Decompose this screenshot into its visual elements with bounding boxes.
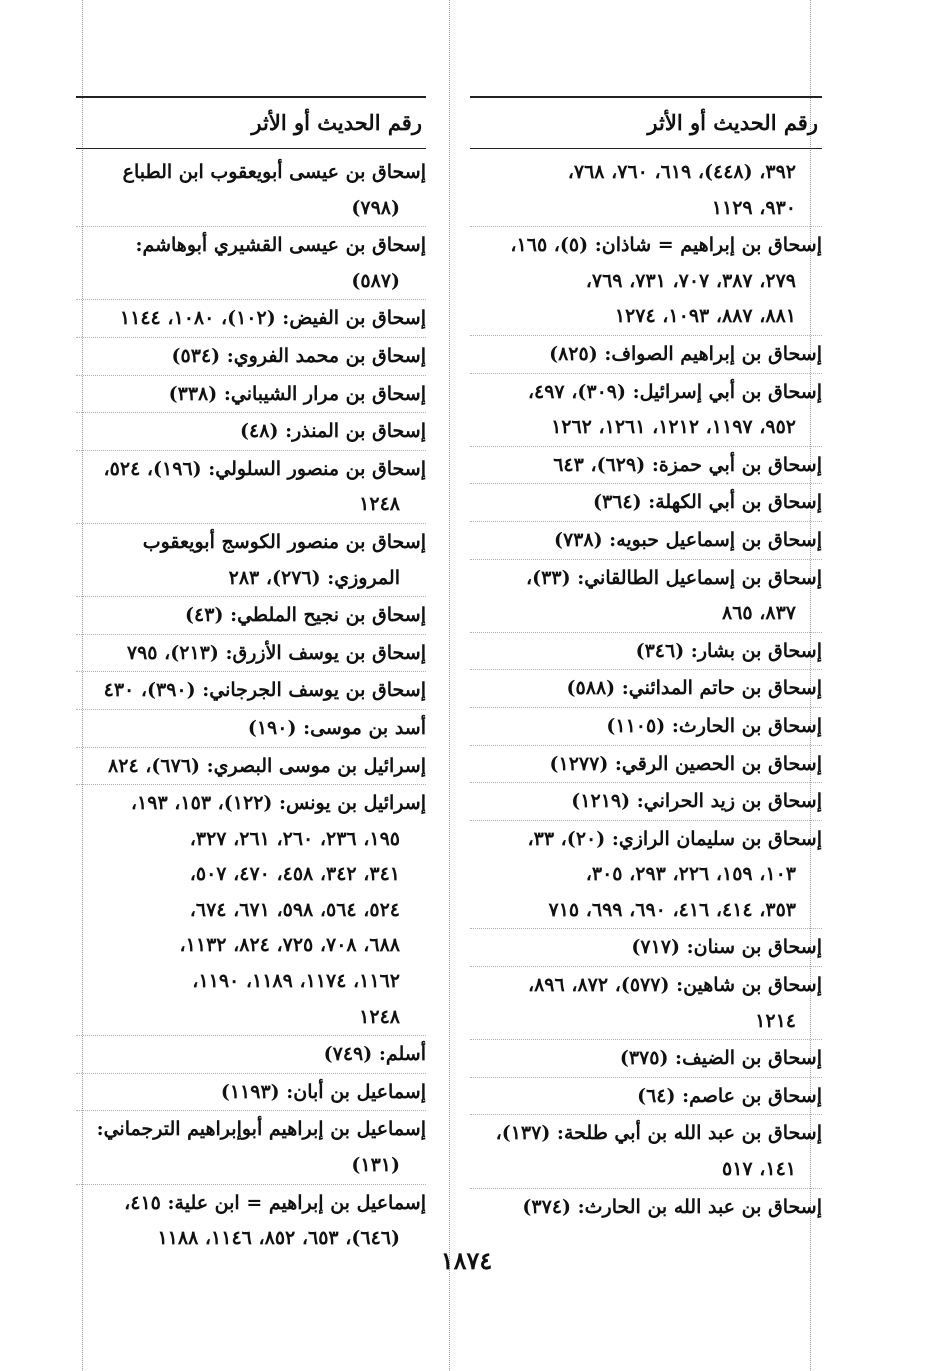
entry-line: إسحاق بن منصور الكوسج أبويعقوب [142, 530, 426, 553]
index-entry [76, 749, 426, 785]
index-entry [76, 155, 426, 226]
entry-line: ٣٥٣، ٤١٤، ٤١٦، ٦٩٠، ٦٩٩، ٧١٥ [548, 898, 796, 921]
entry-line: إسحاق بن عبد الله بن الحارث: (٣٧٤) [522, 1195, 822, 1218]
entry-line: ٦٨٨، ٧٠٨، ٧٢٥، ٨٢٤، ١١٣٢، [179, 934, 400, 957]
index-entry [470, 1079, 822, 1115]
entry-line: إسحاق بن زيد الحراني: (١٢١٩) [571, 790, 822, 813]
entry-line: إسحاق بن أبي حمزة: (٦٢٩)، ٦٤٣ [553, 453, 822, 476]
right-column [470, 96, 822, 1225]
entry-line: ٥٢٤، ٥٦٤، ٥٩٨، ٦٧١، ٦٧٤، [189, 898, 400, 921]
entry-line: ٨٣٧، ٨٦٥ [722, 602, 796, 625]
entry-line: ١٢٤٨ [359, 493, 400, 516]
entry-line: إسماعيل بن أبان: (١١٩٣) [220, 1080, 426, 1103]
entry-line: إسحاق بن عبد الله بن أبي طلحة: (١٣٧)، [495, 1122, 822, 1145]
entry-line: إسحاق بن أبي إسرائيل: (٣٠٩)، ٤٩٧، [527, 380, 822, 403]
entry-line: إسحاق بن مرار الشيباني: (٣٣٨) [168, 382, 426, 405]
entry-line: ١٢٤٨ [359, 1005, 400, 1028]
index-entry [76, 301, 426, 337]
index-entry [470, 1116, 822, 1187]
entry-line: إسحاق بن عيسى أبويعقوب ابن الطباع [122, 161, 426, 183]
entry-line: أسد بن موسى: (١٩٠) [247, 716, 426, 739]
entry-line: ١٩٥، ٢٣٦، ٢٦٠، ٢٦١، ٣٢٧، [189, 827, 400, 850]
left-column-header: رقم الحديث أو الأثر [76, 96, 426, 149]
index-entry [76, 1075, 426, 1111]
entry-line: ١٢١٤ [755, 1009, 796, 1032]
right-column-entries [470, 155, 822, 1225]
index-entry [76, 377, 426, 413]
entry-line: إسرائيل بن موسى البصري: (٦٧٦)، ٨٢٤ [108, 754, 426, 777]
index-entry [76, 673, 426, 709]
entry-line: ١١٦٢، ١١٧٤، ١١٨٩، ١١٩٠، [192, 970, 400, 993]
entry-line: (٧٩٨) [351, 196, 400, 219]
entry-line: إسحاق بن يوسف الأزرق: (٢١٣)، ٧٩٥ [126, 641, 426, 664]
entry-line: إسحاق بن إسماعيل الطالقاني: (٣٣)، [526, 566, 822, 589]
index-entry [470, 1041, 822, 1077]
entry-line: إسماعيل بن إبراهيم = ابن علية: ٤١٥، [124, 1191, 426, 1214]
index-entry [470, 709, 822, 745]
entry-line: إسحاق بن محمد الفروي: (٥٣٤) [171, 344, 426, 367]
entry-line: إسحاق بن عاصم: (٦٤) [637, 1084, 822, 1107]
index-entry [470, 523, 822, 559]
index-entry [470, 561, 822, 632]
entry-line: إسرائيل بن يونس: (١٢٢)، ١٥٣، ١٩٣، [130, 792, 426, 815]
index-entry [76, 228, 426, 299]
index-entry [470, 337, 822, 373]
index-entry [76, 1112, 426, 1183]
entry-line: ٣٩٢، (٤٤٨)، ٦١٩، ٧٦٠، ٧٦٨، [567, 161, 796, 183]
entry-line: إسحاق بن شاهين: (٥٧٧)، ٨٧٢، ٨٩٦، [527, 974, 822, 997]
left-column-entries [76, 155, 426, 1257]
right-column-header: رقم الحديث أو الأثر [470, 96, 822, 149]
page-number: ١٨٧٤ [440, 1246, 493, 1275]
entry-line: ٨٨١، ٨٨٧، ١٠٩٣، ١٢٧٤ [614, 305, 796, 328]
entry-line: إسحاق بن الحصين الرقي: (١٢٧٧) [549, 752, 822, 775]
index-entry [470, 1190, 822, 1226]
index-entry [470, 671, 822, 707]
entry-line: ١٠٣، ١٥٩، ٢٢٦، ٢٩٣، ٣٠٥، [585, 863, 796, 886]
index-entry [470, 375, 822, 446]
entry-line: (١٣١) [351, 1154, 400, 1177]
index-entry [470, 155, 822, 226]
entry-line: إسحاق بن الحارث: (١١٠٥) [606, 714, 822, 737]
index-entry [76, 452, 426, 523]
index-entry [76, 598, 426, 634]
index-entry [470, 968, 822, 1039]
entry-line: إسحاق بن إبراهيم الصواف: (٨٢٥) [549, 342, 822, 365]
entry-line: إسحاق بن منصور السلولي: (١٩٦)، ٥٢٤، [103, 457, 426, 480]
left-column [76, 96, 426, 1257]
entry-line: إسحاق بن أبي الكهلة: (٣٦٤) [592, 491, 822, 514]
index-entry [76, 636, 426, 672]
index-entry [470, 634, 822, 670]
entry-line: إسحاق بن نجيح الملطي: (٤٣) [185, 604, 426, 627]
entry-line: إسحاق بن المنذر: (٤٨) [240, 420, 426, 443]
entry-line: إسحاق بن إبراهيم = شاذان: (٥)، ١٦٥، [510, 234, 822, 257]
index-entry [76, 1037, 426, 1073]
entry-line: إسحاق بن إسماعيل حبويه: (٧٣٨) [553, 528, 822, 551]
entry-line: إسحاق بن بشار: (٣٤٦) [635, 639, 822, 662]
index-entry [470, 448, 822, 484]
index-entry [76, 711, 426, 747]
entry-line: ٣٤١، ٣٤٢، ٤٥٨، ٤٧٠، ٥٠٧، [189, 863, 400, 886]
entry-line: أسلم: (٧٤٩) [323, 1043, 426, 1066]
index-entry [470, 747, 822, 783]
entry-line: إسحاق بن الضيف: (٣٧٥) [619, 1047, 822, 1070]
entry-line: إسحاق بن الفيض: (١٠٢)، ١٠٨٠، ١١٤٤ [119, 307, 426, 330]
index-entry [470, 930, 822, 966]
index-entry [470, 784, 822, 820]
entry-line: ١٤١، ٥١٧ [722, 1158, 796, 1181]
entry-line: إسحاق بن سنان: (٧١٧) [631, 936, 822, 959]
entry-line: إسحاق بن سليمان الرازي: (٢٠)، ٣٣، [527, 827, 822, 850]
index-entry [470, 485, 822, 521]
entry-line: (٥٨٧) [351, 269, 400, 292]
entry-line: ٢٧٩، ٣٨٧، ٧٠٧، ٧٣١، ٧٦٩، [585, 269, 796, 292]
entry-line: إسماعيل بن إبراهيم أبوإبراهيم الترجماني: [96, 1118, 426, 1141]
entry-line: إسحاق بن يوسف الجرجاني: (٣٩٠)، ٤٣٠ [103, 679, 426, 702]
entry-line: ٩٣٠، ١١٢٩ [711, 196, 796, 219]
index-entry [470, 228, 822, 335]
index-entry [76, 414, 426, 450]
entry-line: إسحاق بن حاتم المدائني: (٥٨٨) [566, 677, 822, 700]
index-entry [76, 786, 426, 1035]
entry-line: المروزي: (٢٧٦)، ٢٨٣ [228, 566, 400, 589]
index-entry [76, 525, 426, 596]
index-entry [76, 339, 426, 375]
entry-line: ٩٥٢، ١١٩٧، ١٢١٢، ١٢٦١، ١٢٦٢ [551, 416, 796, 439]
entry-line: إسحاق بن عيسى القشيري أبوهاشم: [135, 234, 426, 257]
index-entry [470, 822, 822, 929]
entry-line: (٦٤٦)، ٦٥٣، ٨٥٢، ١١٤٦، ١١٨٨ [157, 1227, 400, 1250]
